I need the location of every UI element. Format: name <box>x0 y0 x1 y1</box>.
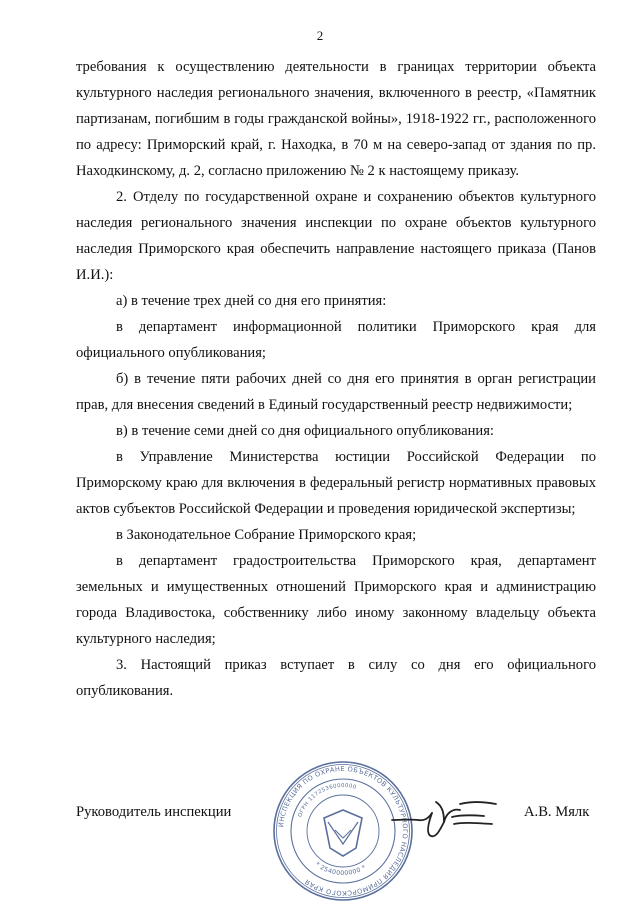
signer-position: Руководитель инспекции <box>76 804 232 820</box>
paragraph-2v-within-seven-days: в) в течение семи дней со дня официального опубликования: <box>116 423 494 439</box>
paragraph-2b-registration-authority: б) в течение пяти рабочих дней со дня его принятия в орган регистрации прав, для внесения сведений в Единый государственный реестр недвижимости; <box>76 371 596 413</box>
paragraph-requirements-end: требования к осуществлению деятельности в границах территории объекта культурного наследия регионального значения, включенного в реестр, «Памятник партизанам, погибшим в годы гражданской войны», 1918-1922 гг., расположенного по адресу: Приморский край, г. Находка, в 70 м на северо-запад от здания по пр. Находкинскому, д. 2, согласно приложению № 2 к настоящему приказу. <box>76 59 596 179</box>
seal-outer-text: ИНСПЕКЦИЯ ПО ОХРАНЕ ОБЪЕКТОВ КУЛЬТУРНОГО НАСЛЕДИЯ ПРИМОРСКОГО КРАЯ <box>277 764 410 898</box>
paragraph-legislative-assembly: в Законодательное Собрание Приморского края; <box>116 527 417 543</box>
handwritten-signature <box>388 786 506 844</box>
paragraph-2a-within-three-days: а) в течение трех дней со дня его принятия: <box>116 293 387 309</box>
signature-block <box>0 760 640 900</box>
seal-bottom-text: * 2540000000 * <box>313 860 368 878</box>
document-body <box>76 54 596 704</box>
paragraph-2-department-order: 2. Отделу по государственной охране и сохранению объектов культурного наследия регионального значения инспекции по охране объектов культурного наследия Приморского края обеспечить направление настоящего приказа (Панов И.И.): <box>76 189 596 283</box>
seal-inner-text: ОГРН 1172536000000 <box>297 782 358 819</box>
paragraph-ministry-of-justice: в Управление Министерства юстиции Российской Федерации по Приморскому краю для включения в федеральный регистр нормативных правовых актов субъектов Российской Федерации и проведения юридической экспертизы; <box>76 449 596 517</box>
paragraph-urban-planning-department: в департамент градостроительства Приморского края, департамент земельных и имущественных отношений Приморского края и администрацию города Владивостока, собственнику либо иному законному владельцу объекта культурного наследия; <box>76 553 596 647</box>
paragraph-info-policy-department: в департамент информационной политики Приморского края для официального опубликования; <box>76 319 596 361</box>
signer-name: А.В. Мялк <box>524 804 590 820</box>
page-number: 2 <box>316 28 324 43</box>
paragraph-3-entry-into-force: 3. Настоящий приказ вступает в силу со дня его официального опубликования. <box>76 657 596 699</box>
